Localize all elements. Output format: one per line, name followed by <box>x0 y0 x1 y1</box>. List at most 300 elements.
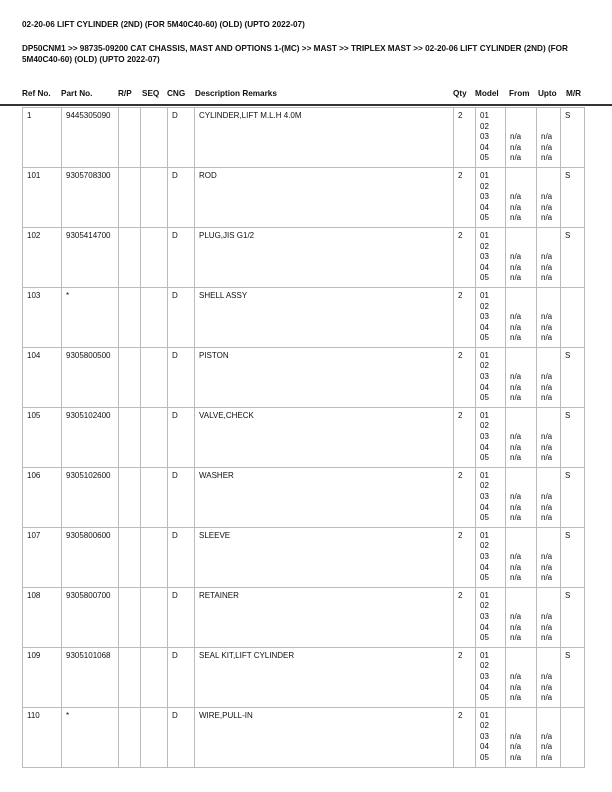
seq <box>141 167 168 227</box>
from-value <box>510 481 532 492</box>
rp <box>119 707 141 767</box>
header-rp: R/P <box>118 89 132 98</box>
header-from: From <box>509 89 530 98</box>
table-row[interactable] <box>23 407 585 467</box>
header-mr: M/R <box>566 89 582 98</box>
qty: 2 <box>454 167 476 227</box>
upto <box>537 167 561 227</box>
header-desc: Description Remarks <box>195 89 277 98</box>
model-value: 05 <box>480 573 489 583</box>
model-value: 04 <box>480 682 489 692</box>
description: SEAL KIT,LIFT CYLINDER <box>195 647 454 707</box>
from-value: n/a <box>510 753 522 763</box>
model-value: 04 <box>480 502 489 512</box>
upto <box>537 527 561 587</box>
mr: S <box>561 587 585 647</box>
description: PLUG,JIS G1/2 <box>195 227 454 287</box>
from-value <box>510 351 532 362</box>
from <box>506 347 537 407</box>
upto-value: n/a <box>541 393 553 403</box>
from-value <box>510 711 532 722</box>
model-value: 02 <box>480 241 489 251</box>
upto-value: n/a <box>541 312 553 322</box>
seq <box>141 227 168 287</box>
from-value: n/a <box>510 573 522 583</box>
model <box>476 407 506 467</box>
from-value: n/a <box>510 312 522 322</box>
upto <box>537 287 561 347</box>
upto-value <box>541 411 556 422</box>
mr <box>561 287 585 347</box>
upto-value: n/a <box>541 492 553 501</box>
header-part: Part No. <box>61 89 93 98</box>
model <box>476 527 506 587</box>
from-value <box>510 231 532 242</box>
model-value: 01 <box>480 230 489 240</box>
upto-value: n/a <box>541 432 553 442</box>
rp <box>119 287 141 347</box>
upto-value: n/a <box>541 753 553 763</box>
from <box>506 467 537 527</box>
upto-value <box>541 122 556 133</box>
from-value <box>510 591 532 602</box>
from-value <box>510 361 532 372</box>
ref-no: 108 <box>23 587 62 647</box>
table-row[interactable] <box>23 108 585 168</box>
from-value <box>510 122 532 133</box>
upto-value: n/a <box>541 252 553 262</box>
upto-value: n/a <box>541 382 553 392</box>
from-value: n/a <box>510 502 522 512</box>
from-value: n/a <box>510 513 522 523</box>
model-value: 05 <box>480 213 489 223</box>
mr: S <box>561 467 585 527</box>
upto <box>537 467 561 527</box>
rp <box>119 527 141 587</box>
from <box>506 167 537 227</box>
upto-value: n/a <box>541 153 553 163</box>
mr: S <box>561 347 585 407</box>
rp <box>119 407 141 467</box>
model <box>476 707 506 767</box>
from-value: n/a <box>510 262 522 272</box>
description: SLEEVE <box>195 527 454 587</box>
model-value: 01 <box>480 650 489 660</box>
model-value: 04 <box>480 202 489 212</box>
part-no: 9305800500 <box>62 347 119 407</box>
table-row[interactable] <box>23 707 585 767</box>
from <box>506 287 537 347</box>
upto-value: n/a <box>541 453 553 463</box>
qty: 2 <box>454 467 476 527</box>
from-value: n/a <box>510 453 522 463</box>
model-value: 01 <box>480 470 489 480</box>
header-qty: Qty <box>453 89 467 98</box>
from-value: n/a <box>510 622 522 632</box>
header-ref: Ref No. <box>22 89 51 98</box>
model-value: 05 <box>480 333 489 343</box>
upto <box>537 407 561 467</box>
cng: D <box>168 527 195 587</box>
from-value: n/a <box>510 202 522 212</box>
cng: D <box>168 347 195 407</box>
upto <box>537 647 561 707</box>
model-value: 03 <box>480 551 489 561</box>
upto-value: n/a <box>541 372 553 382</box>
model-value: 05 <box>480 693 489 703</box>
from-value: n/a <box>510 442 522 452</box>
model-value: 04 <box>480 742 489 752</box>
description: WASHER <box>195 467 454 527</box>
model <box>476 108 506 168</box>
rp <box>119 108 141 168</box>
from-value <box>510 541 532 552</box>
upto-value: n/a <box>541 192 553 202</box>
from-value: n/a <box>510 252 522 262</box>
table-row[interactable] <box>23 227 585 287</box>
upto-value: n/a <box>541 622 553 632</box>
table-row[interactable] <box>23 167 585 227</box>
from <box>506 227 537 287</box>
model-value: 01 <box>480 350 489 360</box>
upto-value: n/a <box>541 202 553 212</box>
table-row[interactable] <box>23 347 585 407</box>
model-value: 04 <box>480 382 489 392</box>
upto-value: n/a <box>541 333 553 343</box>
description: CYLINDER,LIFT M.L.H 4.0M <box>195 108 454 168</box>
model <box>476 647 506 707</box>
cng: D <box>168 167 195 227</box>
model <box>476 467 506 527</box>
upto-value: n/a <box>541 273 553 283</box>
model-value: 01 <box>480 530 489 540</box>
mr: S <box>561 108 585 168</box>
model <box>476 587 506 647</box>
model-value: 03 <box>480 432 489 442</box>
part-no: 9305101068 <box>62 647 119 707</box>
model-value: 03 <box>480 132 489 142</box>
seq <box>141 707 168 767</box>
table-row[interactable] <box>23 587 585 647</box>
upto <box>537 347 561 407</box>
qty: 2 <box>454 347 476 407</box>
upto-value: n/a <box>541 731 553 741</box>
qty: 2 <box>454 707 476 767</box>
from-value: n/a <box>510 693 522 703</box>
seq <box>141 647 168 707</box>
rp <box>119 587 141 647</box>
from-value <box>510 531 532 542</box>
from-value: n/a <box>510 731 522 741</box>
model-value: 04 <box>480 442 489 452</box>
model-value: 03 <box>480 372 489 382</box>
part-no: 9305102600 <box>62 467 119 527</box>
table-row[interactable] <box>23 527 585 587</box>
from <box>506 527 537 587</box>
upto-value <box>541 661 556 672</box>
description: SHELL ASSY <box>195 287 454 347</box>
from-value <box>510 421 532 432</box>
description: PISTON <box>195 347 454 407</box>
from-value: n/a <box>510 142 522 152</box>
from-value <box>510 601 532 612</box>
upto-value <box>541 361 556 372</box>
model-value: 03 <box>480 611 489 621</box>
upto-value: n/a <box>541 551 553 561</box>
model-value: 03 <box>480 731 489 741</box>
upto-value <box>541 421 556 432</box>
upto-value: n/a <box>541 633 553 643</box>
mr: S <box>561 227 585 287</box>
rp <box>119 347 141 407</box>
upto-value <box>541 182 556 193</box>
from <box>506 707 537 767</box>
header-upto: Upto <box>538 89 557 98</box>
from-value: n/a <box>510 492 522 501</box>
description: RETAINER <box>195 587 454 647</box>
model-value: 02 <box>480 121 489 131</box>
from <box>506 587 537 647</box>
upto <box>537 707 561 767</box>
from-value <box>510 302 532 313</box>
model-value: 01 <box>480 111 489 120</box>
cng: D <box>168 587 195 647</box>
cng: D <box>168 287 195 347</box>
ref-no: 1 <box>23 108 62 168</box>
upto-value: n/a <box>541 562 553 572</box>
header-model: Model <box>475 89 499 98</box>
qty: 2 <box>454 407 476 467</box>
upto-value: n/a <box>541 442 553 452</box>
cng: D <box>168 707 195 767</box>
header-cng: CNG <box>167 89 186 98</box>
ref-no: 106 <box>23 467 62 527</box>
part-no: 9305800700 <box>62 587 119 647</box>
upto-value <box>541 111 556 122</box>
model-value: 03 <box>480 492 489 501</box>
part-no: * <box>62 707 119 767</box>
from-value: n/a <box>510 611 522 621</box>
model-value: 05 <box>480 393 489 403</box>
upto-value: n/a <box>541 132 553 142</box>
from-value <box>510 651 532 662</box>
model <box>476 167 506 227</box>
model-value: 02 <box>480 181 489 191</box>
rp <box>119 227 141 287</box>
cng: D <box>168 407 195 467</box>
seq <box>141 287 168 347</box>
part-no: 9305414700 <box>62 227 119 287</box>
upto-value: n/a <box>541 742 553 752</box>
header-divider <box>0 104 612 106</box>
from-value: n/a <box>510 562 522 572</box>
upto <box>537 108 561 168</box>
part-no: 9305800600 <box>62 527 119 587</box>
upto-value <box>541 591 556 602</box>
from-value <box>510 242 532 253</box>
qty: 2 <box>454 527 476 587</box>
rp <box>119 167 141 227</box>
upto-value: n/a <box>541 322 553 332</box>
ref-no: 102 <box>23 227 62 287</box>
ref-no: 103 <box>23 287 62 347</box>
upto-value <box>541 302 556 313</box>
model-value: 02 <box>480 421 489 431</box>
model-value: 02 <box>480 601 489 611</box>
upto-value: n/a <box>541 573 553 583</box>
model-value: 02 <box>480 541 489 551</box>
ref-no: 107 <box>23 527 62 587</box>
cng: D <box>168 227 195 287</box>
mr: S <box>561 527 585 587</box>
model-value: 01 <box>480 710 489 720</box>
from-value: n/a <box>510 273 522 283</box>
model-value: 02 <box>480 481 489 491</box>
upto-value <box>541 471 556 482</box>
upto-value: n/a <box>541 693 553 703</box>
parts-table <box>22 107 585 768</box>
from-value: n/a <box>510 153 522 163</box>
from-value: n/a <box>510 432 522 442</box>
ref-no: 105 <box>23 407 62 467</box>
model-value: 04 <box>480 262 489 272</box>
breadcrumb: DP50CNM1 >> 98735-09200 CAT CHASSIS, MAST AND OPTIONS 1-(MC) >> MAST >> TRIPLEX MAST >> 02-20-06 LIFT CYLINDER (2ND) (FOR 5M40C40-60) (OLD) (UPTO 2022-07) <box>22 44 568 64</box>
upto-value <box>541 531 556 542</box>
from-value <box>510 111 532 122</box>
model-value: 04 <box>480 562 489 572</box>
from-value: n/a <box>510 633 522 643</box>
model-value: 04 <box>480 142 489 152</box>
table-row[interactable] <box>23 647 585 707</box>
from-value: n/a <box>510 213 522 223</box>
model-value: 05 <box>480 453 489 463</box>
from-value <box>510 171 532 182</box>
part-no: 9305102400 <box>62 407 119 467</box>
from-value: n/a <box>510 393 522 403</box>
model-value: 02 <box>480 661 489 671</box>
from-value: n/a <box>510 132 522 142</box>
qty: 2 <box>454 108 476 168</box>
from <box>506 108 537 168</box>
upto-value: n/a <box>541 502 553 512</box>
upto-value: n/a <box>541 142 553 152</box>
model-value: 05 <box>480 153 489 163</box>
upto-value: n/a <box>541 611 553 621</box>
from-value: n/a <box>510 742 522 752</box>
from-value: n/a <box>510 382 522 392</box>
upto-value <box>541 541 556 552</box>
from-value <box>510 661 532 672</box>
model-value: 04 <box>480 622 489 632</box>
upto-value: n/a <box>541 262 553 272</box>
header-seq: SEQ <box>142 89 160 98</box>
qty: 2 <box>454 587 476 647</box>
model-value: 05 <box>480 273 489 283</box>
from-value <box>510 411 532 422</box>
seq <box>141 467 168 527</box>
model-value: 02 <box>480 721 489 731</box>
upto-value <box>541 171 556 182</box>
table-row[interactable] <box>23 287 585 347</box>
description: VALVE,CHECK <box>195 407 454 467</box>
upto <box>537 587 561 647</box>
upto-value: n/a <box>541 682 553 692</box>
upto-value <box>541 651 556 662</box>
model-value: 05 <box>480 633 489 643</box>
from-value: n/a <box>510 192 522 202</box>
part-no: 9445305090 <box>62 108 119 168</box>
from-value <box>510 471 532 482</box>
page-title: 02-20-06 LIFT CYLINDER (2ND) (FOR 5M40C40-60) (OLD) (UPTO 2022-07) <box>22 20 305 29</box>
upto-value <box>541 231 556 242</box>
cng: D <box>168 467 195 527</box>
model-value: 03 <box>480 252 489 262</box>
qty: 2 <box>454 227 476 287</box>
part-no: * <box>62 287 119 347</box>
from <box>506 647 537 707</box>
mr <box>561 707 585 767</box>
from-value: n/a <box>510 551 522 561</box>
description: WIRE,PULL-IN <box>195 707 454 767</box>
model-value: 01 <box>480 170 489 180</box>
from-value: n/a <box>510 682 522 692</box>
model-value: 01 <box>480 290 489 300</box>
upto-value <box>541 601 556 612</box>
cng: D <box>168 647 195 707</box>
mr: S <box>561 167 585 227</box>
ref-no: 104 <box>23 347 62 407</box>
from-value: n/a <box>510 372 522 382</box>
seq <box>141 407 168 467</box>
upto-value: n/a <box>541 213 553 223</box>
model <box>476 227 506 287</box>
model-value: 04 <box>480 322 489 332</box>
table-row[interactable] <box>23 467 585 527</box>
ref-no: 101 <box>23 167 62 227</box>
rp <box>119 467 141 527</box>
model-value: 03 <box>480 192 489 202</box>
mr: S <box>561 407 585 467</box>
upto-value <box>541 481 556 492</box>
rp <box>119 647 141 707</box>
from-value: n/a <box>510 322 522 332</box>
model-value: 02 <box>480 301 489 311</box>
seq <box>141 527 168 587</box>
seq <box>141 108 168 168</box>
model <box>476 287 506 347</box>
upto-value: n/a <box>541 513 553 523</box>
ref-no: 110 <box>23 707 62 767</box>
from <box>506 407 537 467</box>
model-value: 02 <box>480 361 489 371</box>
model-value: 03 <box>480 671 489 681</box>
upto-value: n/a <box>541 671 553 681</box>
part-no: 9305708300 <box>62 167 119 227</box>
from-value <box>510 721 532 732</box>
upto-value <box>541 711 556 722</box>
from-value: n/a <box>510 333 522 343</box>
upto-value <box>541 721 556 732</box>
upto-value <box>541 351 556 362</box>
upto <box>537 227 561 287</box>
upto-value <box>541 291 556 302</box>
cng: D <box>168 108 195 168</box>
from-value <box>510 182 532 193</box>
model-value: 03 <box>480 312 489 322</box>
description: ROD <box>195 167 454 227</box>
ref-no: 109 <box>23 647 62 707</box>
mr: S <box>561 647 585 707</box>
